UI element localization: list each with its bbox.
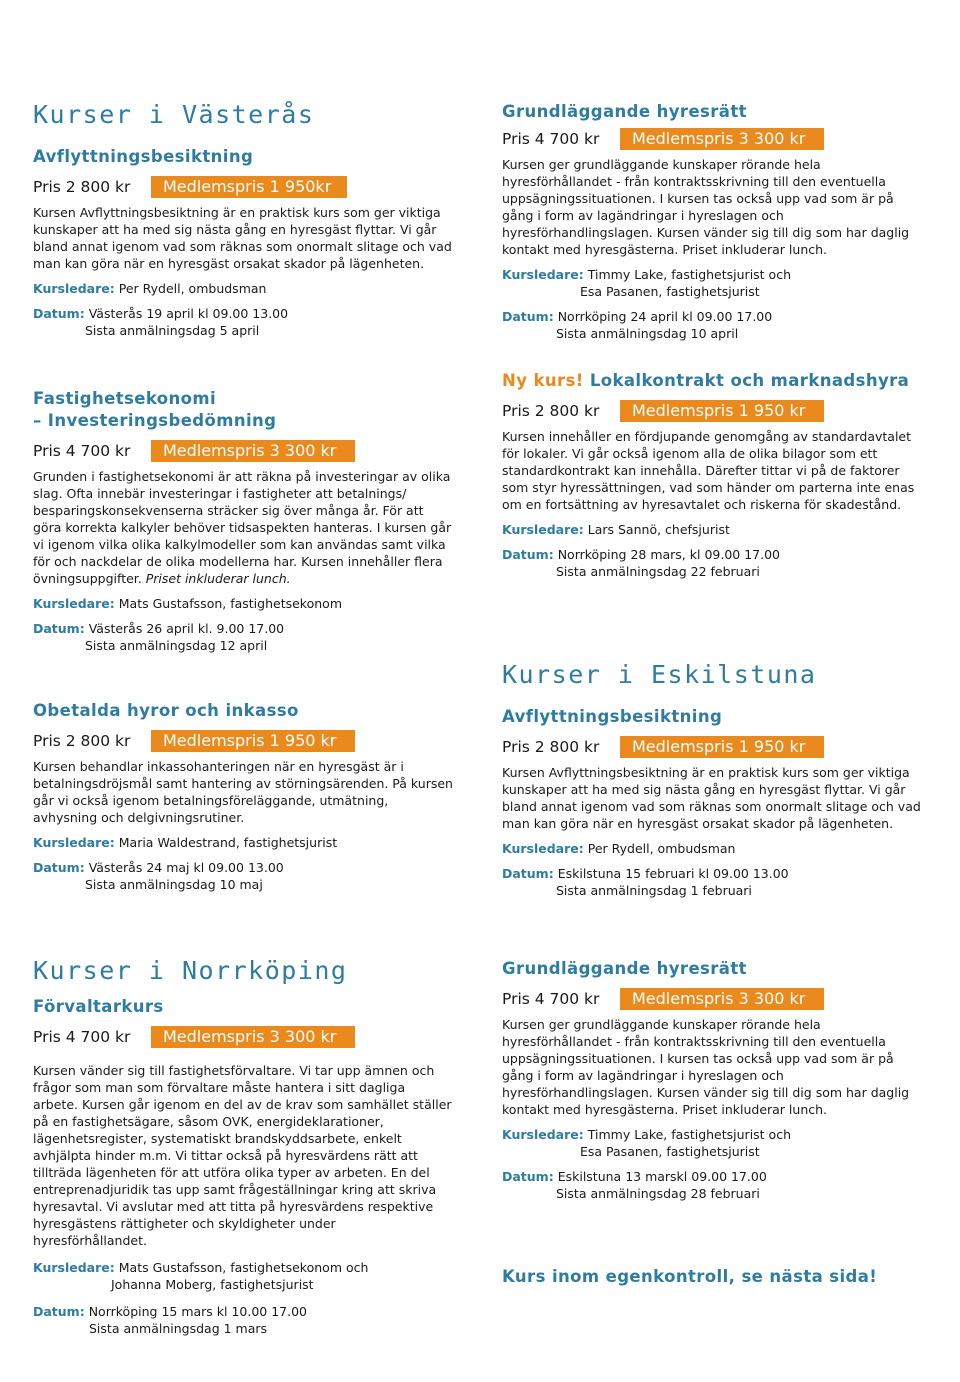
leader-name: Mats Gustafsson, fastighetsekonom och <box>118 1260 369 1275</box>
course-description: Kursen Avflyttningsbesiktning är en praktisk kurs som ger viktiga kunskaper att ha med sig nästa gång en hyresgäst flyttar. Vi går bland annat igenom vad som räknas som onormalt slitage och vad man kan göra när en hyresgäst orsakat skador på lägenheten. <box>502 765 921 831</box>
course-date <box>502 546 922 563</box>
deadline: Sista anmälningsdag 1 februari <box>556 883 752 898</box>
date-label: Datum: <box>33 621 85 636</box>
course-description: Kursen innehåller en fördjupande genomgång av standardavtalet för lokaler. Vi går också igenom alla de olika bilagor som ett standardkontrakt kan innehålla. Därefter tittar vi på de faktorer som styr hyressättningen, vad som händer om parterna inte enas om en fortsättning av hyresavtalet och riskerna för skadestånd. <box>502 429 915 512</box>
course-title: Förvaltarkurs <box>33 997 164 1016</box>
course-lokalkontrakt <box>502 370 922 580</box>
deadline: Sista anmälningsdag 22 februari <box>556 564 760 579</box>
new-course-label: Ny kurs! <box>502 371 584 390</box>
course-avflyttningsbesiktning-eskilstuna <box>502 706 922 899</box>
price-row <box>502 128 922 150</box>
course-forvaltarkurs <box>33 996 453 1337</box>
next-page-link: Kurs inom egenkontroll, se nästa sida! <box>502 1267 878 1286</box>
date-label: Datum: <box>502 866 554 881</box>
price: Pris 2 800 kr <box>502 402 600 420</box>
leader-label: Kursledare: <box>33 281 115 296</box>
course-leader <box>33 1259 453 1276</box>
price-row <box>33 176 453 198</box>
course-subtitle: – Investeringsbedömning <box>33 411 277 430</box>
leader-name: Per Rydell, ombudsman <box>118 281 267 296</box>
course-description: Kursen ger grundläggande kunskaper rörande hela hyresförhållandet - från kontraktsskrivning till den eventuella uppsägningssituationen. I kursen tas också upp vad som är på gång i form av lagändringar i hyreslagen och hyresförhandlingslagen. Kursen vänder sig till dig som har daglig kontakt med hyresgästerna. Priset inkluderar lunch. <box>502 1017 910 1117</box>
course-leader <box>33 280 453 297</box>
member-price-badge: Medlemspris 1 950 kr <box>151 730 355 752</box>
price-row <box>502 988 922 1010</box>
course-title-text: Lokalkontrakt och marknadshyra <box>589 371 910 390</box>
city-heading: Kurser i Norrköping <box>33 956 348 985</box>
course-description: Kursen ger grundläggande kunskaper rörande hela hyresförhållandet - från kontraktsskrivning till den eventuella uppsägningssituationen. I kursen tas också upp vad som är på gång i form av lagändringar i hyreslagen och hyresförhandlingslagen. Kursen vänder sig till dig som har daglig kontakt med hyresgästerna. Priset inkluderar lunch. <box>502 157 910 257</box>
course-description: Kursen Avflyttningsbesiktning är en praktisk kurs som ger viktiga kunskaper att ha med sig nästa gång en hyresgäst flyttar. Vi går bland annat igenom vad som räknas som onormalt slitage och vad man kan göra när en hyresgäst orsakat skador på lägenheten. <box>33 205 452 271</box>
date-value: Norrköping 15 mars kl 10.00 17.00 <box>88 1304 308 1319</box>
lunch-note: Priset inkluderar lunch. <box>145 571 291 586</box>
leader-name: Lars Sannö, chefsjurist <box>587 522 730 537</box>
leader-name: Timmy Lake, fastighetsjurist och <box>587 1127 791 1142</box>
leader-name-2: Esa Pasanen, fastighetsjurist <box>580 284 760 299</box>
leader-label: Kursledare: <box>502 841 584 856</box>
leader-label: Kursledare: <box>502 267 584 282</box>
course-title: Avflyttningsbesiktning <box>33 147 254 166</box>
course-leader <box>502 1126 922 1143</box>
price: Pris 4 700 kr <box>502 130 600 148</box>
vasteras-section <box>33 100 453 339</box>
price: Pris 4 700 kr <box>502 990 600 1008</box>
date-label: Datum: <box>33 306 85 321</box>
course-title: Grundläggande hyresrätt <box>502 959 747 978</box>
date-label: Datum: <box>33 1304 85 1319</box>
course-obetalda-hyror <box>33 700 453 893</box>
description-text: Grunden i fastighetsekonomi är att räkna på investeringar av olika slag. Ofta innebär investeringar i fastigheter att betalnings/ besparingskonsekvenserna sträcker sig över många år. För att göra korrekta kalkyler behöver tidsaspekten hanteras. I kursen går vi igenom vilka olika kalkylmodeller som kan användas samt vilka för och nackdelar de olika modellerna har. Kursen innehåller flera övningsuppgifter. <box>33 469 452 586</box>
course-date <box>502 1168 922 1185</box>
course-leader <box>33 595 453 612</box>
date-label: Datum: <box>33 860 85 875</box>
course-date <box>33 859 453 876</box>
date-value: Norrköping 28 mars, kl 09.00 17.00 <box>557 547 780 562</box>
date-value: Eskilstuna 15 februari kl 09.00 13.00 <box>557 866 789 881</box>
leader-name: Maria Waldestrand, fastighetsjurist <box>118 835 338 850</box>
leader-label: Kursledare: <box>33 596 115 611</box>
price-row <box>502 736 922 758</box>
course-fastighetsekonomi <box>33 388 453 654</box>
price: Pris 4 700 kr <box>33 442 131 460</box>
member-price-badge: Medlemspris 1 950 kr <box>620 736 824 758</box>
price-row <box>33 730 453 752</box>
footer-note <box>502 1267 922 1286</box>
course-title: Avflyttningsbesiktning <box>502 707 723 726</box>
leader-label: Kursledare: <box>502 522 584 537</box>
member-price-badge: Medlemspris 1 950 kr <box>620 400 824 422</box>
leader-label: Kursledare: <box>502 1127 584 1142</box>
leader-name: Mats Gustafsson, fastighetsekonom <box>118 596 342 611</box>
date-label: Datum: <box>502 309 554 324</box>
course-title: Grundläggande hyresrätt <box>502 102 747 121</box>
deadline: Sista anmälningsdag 5 april <box>85 323 260 338</box>
city-heading: Kurser i Västerås <box>33 100 315 129</box>
date-label: Datum: <box>502 547 554 562</box>
deadline: Sista anmälningsdag 10 april <box>556 326 739 341</box>
leader-label: Kursledare: <box>33 835 115 850</box>
date-value: Eskilstuna 13 marskl 09.00 17.00 <box>557 1169 767 1184</box>
deadline: Sista anmälningsdag 1 mars <box>89 1321 268 1336</box>
norrkoping-section <box>33 956 453 1337</box>
member-price-badge: Medlemspris 3 300 kr <box>620 128 824 150</box>
course-date <box>502 308 922 325</box>
deadline: Sista anmälningsdag 28 februari <box>556 1186 760 1201</box>
member-price-badge: Medlemspris 3 300 kr <box>151 1026 355 1048</box>
city-heading: Kurser i Eskilstuna <box>502 660 817 689</box>
course-date <box>33 1303 453 1320</box>
course-grundlaggande-eskilstuna <box>502 958 922 1202</box>
leader-name: Timmy Lake, fastighetsjurist och <box>587 267 791 282</box>
deadline: Sista anmälningsdag 10 maj <box>85 877 263 892</box>
date-value: Västerås 26 april kl. 9.00 17.00 <box>88 621 285 636</box>
leader-label: Kursledare: <box>33 1260 115 1275</box>
date-label: Datum: <box>502 1169 554 1184</box>
date-value: Norrköping 24 april kl 09.00 17.00 <box>557 309 773 324</box>
price: Pris 4 700 kr <box>33 1028 131 1046</box>
course-title <box>502 370 922 392</box>
member-price-badge: Medlemspris 1 950kr <box>151 176 347 198</box>
member-price-badge: Medlemspris 3 300 kr <box>620 988 824 1010</box>
date-value: Västerås 19 april kl 09.00 13.00 <box>88 306 289 321</box>
date-value: Västerås 24 maj kl 09.00 13.00 <box>88 860 284 875</box>
course-description: Kursen behandlar inkassohanteringen när en hyresgäst är i betalningsdröjsmål samt hantering av störningsärenden. På kursen går vi också igenom betalningsföreläggande, utmätning, avhysning och delgivningsrutiner. <box>33 759 453 825</box>
member-price-badge: Medlemspris 3 300 kr <box>151 440 355 462</box>
eskilstuna-section <box>502 660 922 899</box>
course-title: Fastighetsekonomi <box>33 389 217 408</box>
course-leader <box>502 521 922 538</box>
course-leader <box>502 840 922 857</box>
leader-name-2: Johanna Moberg, fastighetsjurist <box>111 1277 314 1292</box>
course-avflyttningsbesiktning <box>33 146 453 339</box>
price: Pris 2 800 kr <box>502 738 600 756</box>
price-row <box>502 400 922 422</box>
course-date <box>502 865 922 882</box>
course-description: Kursen vänder sig till fastighetsförvaltare. Vi tar upp ämnen och frågor som man som förvaltare måste hantera i sitt dagliga arbete. Kursen går igenom en del av de krav som samhället ställer på en fastighetsägare, såsom OVK, energideklarationer, lägenhetsregister, systematiskt brandskyddsarbete, enkelt avhjälpta hinder m.m. Vi tittar också på hyresvärdens rätt att tillträda lägenheten för att utföra olika typer av arbeten. En del entreprenadjuridik tas upp samt frågeställningar kring att skriva hyresavtal. Vi avslutar med att titta på hyresvärdens respektive hyresgästens rättigheter och skyldigheter under hyresförhållandet. <box>33 1063 452 1248</box>
course-title: Obetalda hyror och inkasso <box>33 701 299 720</box>
course-grundlaggande-norrkoping <box>502 101 922 342</box>
course-date <box>33 620 453 637</box>
price: Pris 2 800 kr <box>33 732 131 750</box>
course-leader <box>33 834 453 851</box>
price-row <box>33 1026 453 1048</box>
course-date <box>33 305 453 322</box>
deadline: Sista anmälningsdag 12 april <box>85 638 268 653</box>
leader-name-2: Esa Pasanen, fastighetsjurist <box>580 1144 760 1159</box>
price-row <box>33 440 453 462</box>
price: Pris 2 800 kr <box>33 178 131 196</box>
course-leader <box>502 266 922 283</box>
leader-name: Per Rydell, ombudsman <box>587 841 736 856</box>
course-description <box>33 468 453 587</box>
